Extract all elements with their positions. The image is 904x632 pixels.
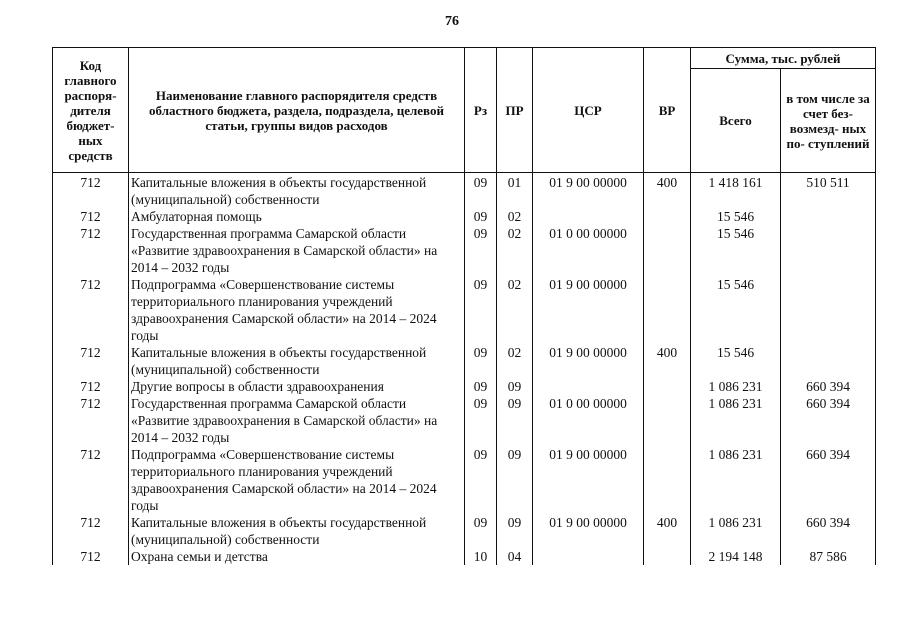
header-csr: ЦСР	[533, 48, 644, 173]
cell-rz: 09	[465, 344, 497, 378]
cell-csr: 01 9 00 00000	[533, 344, 644, 378]
header-free-receipts: в том числе за счет без- возмезд- ных по- ступлений	[781, 69, 876, 173]
cell-pr: 02	[497, 208, 533, 225]
cell-pr: 04	[497, 548, 533, 565]
cell-pr: 02	[497, 276, 533, 344]
cell-vr	[644, 548, 691, 565]
cell-total: 1 086 231	[691, 446, 781, 514]
cell-csr	[533, 208, 644, 225]
cell-code: 712	[53, 344, 129, 378]
cell-name: Подпрограмма «Совершенствование системы территориального планирования учреждений здравоохранения Самарской области» на 2014 – 2024 годы	[129, 276, 465, 344]
table-row	[53, 208, 876, 225]
cell-pr: 09	[497, 514, 533, 548]
table-row	[53, 344, 876, 378]
cell-code: 712	[53, 395, 129, 446]
table-body	[53, 173, 876, 566]
cell-code: 712	[53, 446, 129, 514]
cell-vr	[644, 378, 691, 395]
cell-rz: 09	[465, 446, 497, 514]
cell-rz: 09	[465, 276, 497, 344]
cell-free-receipts: 660 394	[781, 514, 876, 548]
table-row	[53, 514, 876, 548]
header-rz: Рз	[465, 48, 497, 173]
cell-free-receipts	[781, 276, 876, 344]
cell-free-receipts: 510 511	[781, 173, 876, 209]
header-total: Всего	[691, 69, 781, 173]
cell-rz: 09	[465, 395, 497, 446]
header-vr: ВР	[644, 48, 691, 173]
cell-code: 712	[53, 378, 129, 395]
cell-free-receipts	[781, 225, 876, 276]
table-row	[53, 276, 876, 344]
cell-name: Другие вопросы в области здравоохранения	[129, 378, 465, 395]
cell-csr	[533, 548, 644, 565]
cell-name: Капитальные вложения в объекты государственной (муниципальной) собственности	[129, 173, 465, 209]
cell-csr: 01 0 00 00000	[533, 225, 644, 276]
table-row	[53, 446, 876, 514]
header-name: Наименование главного распорядителя средств областного бюджета, раздела, подраздела, целевой статьи, группы видов расходов	[129, 48, 465, 173]
cell-total: 15 546	[691, 225, 781, 276]
table-row	[53, 225, 876, 276]
cell-rz: 09	[465, 173, 497, 209]
cell-code: 712	[53, 173, 129, 209]
budget-table	[52, 47, 876, 565]
cell-vr	[644, 395, 691, 446]
cell-pr: 09	[497, 395, 533, 446]
cell-vr	[644, 225, 691, 276]
cell-free-receipts: 660 394	[781, 395, 876, 446]
cell-vr: 400	[644, 173, 691, 209]
cell-free-receipts: 660 394	[781, 446, 876, 514]
cell-name: Государственная программа Самарской области «Развитие здравоохранения в Самарской области» на 2014 – 2032 годы	[129, 395, 465, 446]
page-number: 76	[445, 14, 459, 29]
cell-total: 1 086 231	[691, 395, 781, 446]
header-pr: ПР	[497, 48, 533, 173]
cell-name: Капитальные вложения в объекты государственной (муниципальной) собственности	[129, 344, 465, 378]
cell-pr: 02	[497, 225, 533, 276]
cell-free-receipts	[781, 208, 876, 225]
cell-rz: 10	[465, 548, 497, 565]
cell-total: 15 546	[691, 208, 781, 225]
cell-vr	[644, 208, 691, 225]
cell-csr: 01 0 00 00000	[533, 395, 644, 446]
cell-vr	[644, 446, 691, 514]
table-row	[53, 548, 876, 565]
cell-free-receipts: 87 586	[781, 548, 876, 565]
cell-code: 712	[53, 548, 129, 565]
cell-pr: 02	[497, 344, 533, 378]
cell-rz: 09	[465, 208, 497, 225]
header-code: Код главного распоря- дителя бюджет- ных средств	[53, 48, 129, 173]
cell-csr: 01 9 00 00000	[533, 514, 644, 548]
cell-name: Подпрограмма «Совершенствование системы территориального планирования учреждений здравоохранения Самарской области» на 2014 – 2024 годы	[129, 446, 465, 514]
cell-free-receipts: 660 394	[781, 378, 876, 395]
cell-csr: 01 9 00 00000	[533, 276, 644, 344]
table-header	[53, 48, 876, 173]
cell-rz: 09	[465, 225, 497, 276]
cell-csr	[533, 378, 644, 395]
header-sum: Сумма, тыс. рублей	[691, 48, 876, 69]
cell-rz: 09	[465, 514, 497, 548]
cell-code: 712	[53, 514, 129, 548]
cell-total: 1 086 231	[691, 514, 781, 548]
cell-total: 15 546	[691, 344, 781, 378]
cell-vr: 400	[644, 514, 691, 548]
cell-total: 15 546	[691, 276, 781, 344]
cell-csr: 01 9 00 00000	[533, 173, 644, 209]
cell-name: Государственная программа Самарской области «Развитие здравоохранения в Самарской области» на 2014 – 2032 годы	[129, 225, 465, 276]
cell-code: 712	[53, 208, 129, 225]
cell-vr: 400	[644, 344, 691, 378]
table-row	[53, 173, 876, 209]
cell-total: 1 086 231	[691, 378, 781, 395]
cell-code: 712	[53, 225, 129, 276]
cell-name: Амбулаторная помощь	[129, 208, 465, 225]
cell-code: 712	[53, 276, 129, 344]
cell-pr: 09	[497, 378, 533, 395]
cell-vr	[644, 276, 691, 344]
cell-name: Капитальные вложения в объекты государственной (муниципальной) собственности	[129, 514, 465, 548]
cell-free-receipts	[781, 344, 876, 378]
cell-pr: 09	[497, 446, 533, 514]
cell-pr: 01	[497, 173, 533, 209]
table-row	[53, 378, 876, 395]
cell-total: 1 418 161	[691, 173, 781, 209]
cell-name: Охрана семьи и детства	[129, 548, 465, 565]
cell-total: 2 194 148	[691, 548, 781, 565]
cell-csr: 01 9 00 00000	[533, 446, 644, 514]
cell-rz: 09	[465, 378, 497, 395]
table-row	[53, 395, 876, 446]
